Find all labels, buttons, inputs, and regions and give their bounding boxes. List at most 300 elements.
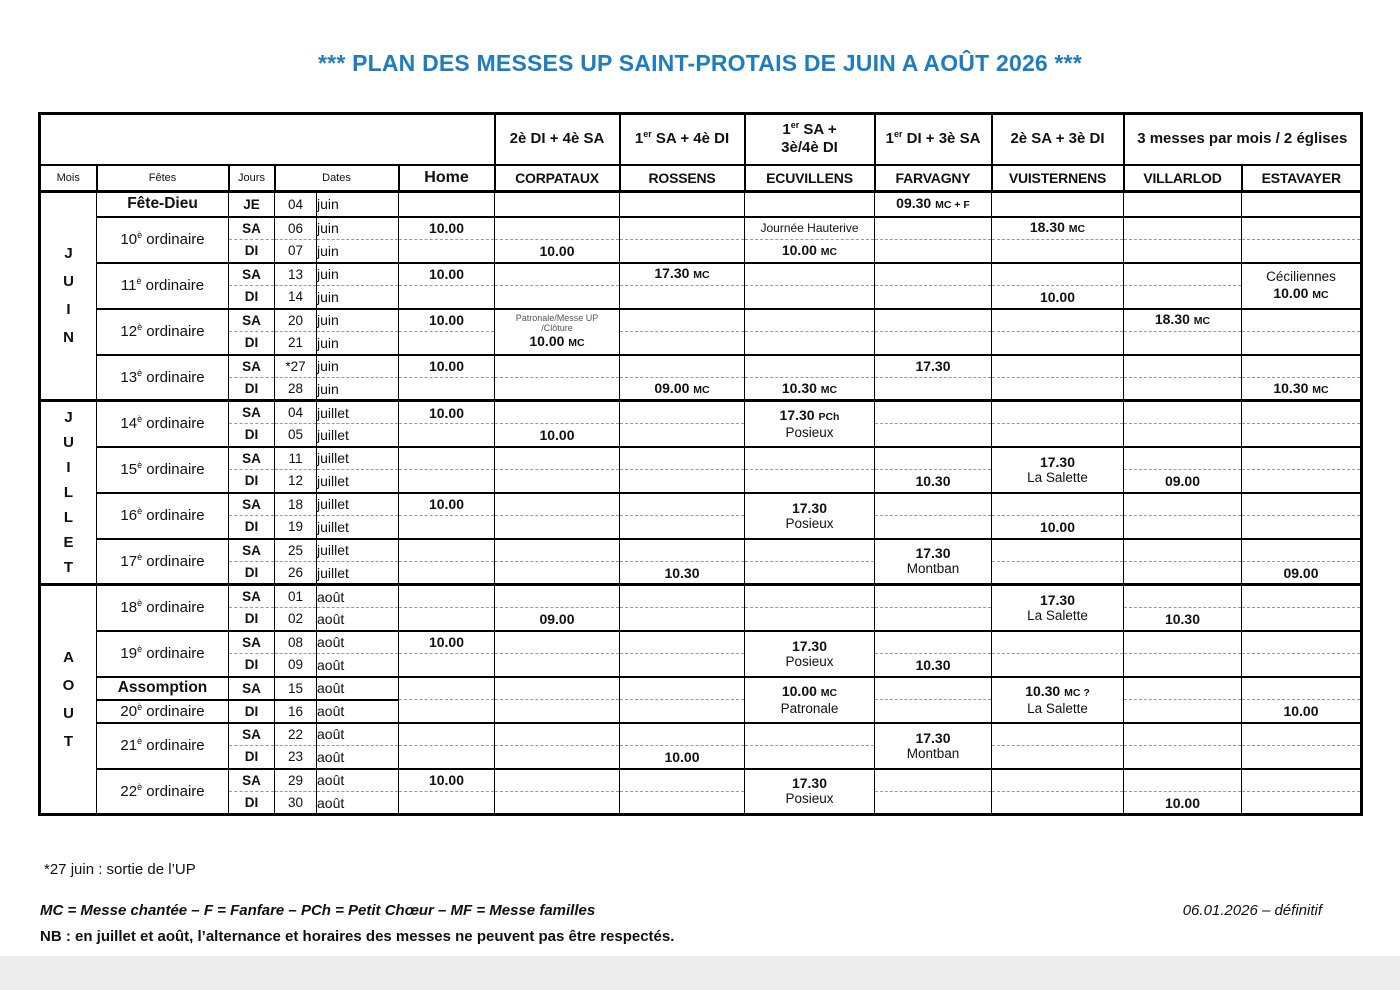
- schedule-cell: [399, 654, 495, 677]
- day-cell: DI: [229, 608, 275, 631]
- date-month-cell: août: [317, 700, 399, 723]
- schedule-cell: 17.30: [875, 355, 992, 378]
- page-title: *** PLAN DES MESSES UP SAINT-PROTAIS DE JUIN A AOÛT 2026 ***: [318, 50, 1082, 76]
- schedule-cell: 10.30: [875, 470, 992, 493]
- schedule-cell: [495, 378, 620, 401]
- schedule-cell: [1242, 769, 1362, 792]
- schedule-cell: [399, 677, 495, 700]
- schedule-cell: [399, 332, 495, 355]
- date-num-cell: 01: [275, 585, 317, 608]
- schedule-cell: [875, 401, 992, 424]
- date-month-cell: août: [317, 585, 399, 608]
- schedule-cell: [992, 493, 1124, 516]
- day-cell: DI: [229, 332, 275, 355]
- day-cell: SA: [229, 355, 275, 378]
- date-num-cell: 11: [275, 447, 317, 470]
- schedule-cell: [620, 608, 745, 631]
- schedule-cell: [495, 746, 620, 769]
- schedule-cell: [992, 562, 1124, 585]
- schedule-cell: [1124, 516, 1242, 539]
- month-label: J U I N: [40, 192, 97, 401]
- day-cell: DI: [229, 378, 275, 401]
- day-cell: DI: [229, 792, 275, 815]
- day-cell: DI: [229, 654, 275, 677]
- schedule-cell: 17.30 Posieux: [745, 769, 875, 815]
- date-month-cell: juin: [317, 309, 399, 332]
- date-num-cell: 15: [275, 677, 317, 700]
- schedule-cell: 10.00: [399, 493, 495, 516]
- date-month-cell: août: [317, 723, 399, 746]
- schedule-cell: [1124, 562, 1242, 585]
- fete-cell: $12^è$ ordinaire: [97, 309, 229, 355]
- schedule-cell: [992, 723, 1124, 746]
- date-num-cell: 05: [275, 424, 317, 447]
- day-cell: DI: [229, 562, 275, 585]
- date-num-cell: 12: [275, 470, 317, 493]
- schedule-cell: [1242, 424, 1362, 447]
- schedule-cell: 10.30: [1124, 608, 1242, 631]
- schedule-cell: 10.00: [620, 746, 745, 769]
- schedule-cell: [495, 700, 620, 723]
- schedule-cell: [620, 516, 745, 539]
- schedule-cell: [875, 263, 992, 286]
- schedule-cell: [495, 401, 620, 424]
- mass-schedule-table: [38, 112, 1363, 816]
- schedule-cell: [992, 746, 1124, 769]
- schedule-cell: 10.00: [992, 286, 1124, 309]
- day-cell: DI: [229, 424, 275, 447]
- date-num-cell: 21: [275, 332, 317, 355]
- schedule-cell: [399, 424, 495, 447]
- schedule-cell: 10.00 MC: [745, 240, 875, 263]
- schedule-cell: [495, 654, 620, 677]
- schedule-cell: [745, 332, 875, 355]
- schedule-cell: [1242, 677, 1362, 700]
- schedule-cell: [620, 792, 745, 815]
- fete-cell: $18^è$ ordinaire: [97, 585, 229, 631]
- schedule-cell: [1124, 378, 1242, 401]
- day-cell: SA: [229, 401, 275, 424]
- schedule-cell: Patronale/Messe UP /Clôture 10.00 MC: [495, 309, 620, 355]
- schedule-cell: [495, 585, 620, 608]
- schedule-cell: [1242, 447, 1362, 470]
- schedule-cell: 18.30 MC: [992, 217, 1124, 240]
- schedule-cell: [620, 286, 745, 309]
- date-num-cell: 18: [275, 493, 317, 516]
- schedule-cell: 17.30 Posieux: [745, 493, 875, 539]
- column-header-cell: Jours: [229, 165, 275, 192]
- schedule-cell: [992, 240, 1124, 263]
- column-header-church: FARVAGNY: [875, 165, 992, 192]
- schedule-cell: [1242, 585, 1362, 608]
- date-num-cell: 13: [275, 263, 317, 286]
- schedule-cell: [745, 355, 875, 378]
- date-num-cell: 25: [275, 539, 317, 562]
- schedule-cell: [1124, 723, 1242, 746]
- schedule-cell: [620, 424, 745, 447]
- schedule-cell: [620, 769, 745, 792]
- day-cell: DI: [229, 746, 275, 769]
- schedule-cell: [875, 309, 992, 332]
- schedule-cell: [399, 447, 495, 470]
- schedule-cell: [399, 723, 495, 746]
- day-cell: SA: [229, 217, 275, 240]
- schedule-cell: [1242, 217, 1362, 240]
- schedule-cell: [1242, 309, 1362, 332]
- fete-cell: $10^è$ ordinaire: [97, 217, 229, 263]
- date-month-cell: août: [317, 746, 399, 769]
- schedule-cell: [399, 562, 495, 585]
- schedule-cell: 09.30 MC + F: [875, 192, 992, 217]
- schedule-cell: [745, 608, 875, 631]
- nb-note: NB : en juillet et août, l’alternance et horaires des messes ne peuvent pas être respectés.: [40, 928, 675, 945]
- schedule-cell: 09.00: [1124, 470, 1242, 493]
- schedule-cell: 10.00: [399, 401, 495, 424]
- column-header-church: VILLARLOD: [1124, 165, 1242, 192]
- date-month-cell: juillet: [317, 447, 399, 470]
- date-month-cell: juin: [317, 332, 399, 355]
- schedule-cell: [620, 585, 745, 608]
- date-num-cell: 22: [275, 723, 317, 746]
- schedule-cell: 10.30: [875, 654, 992, 677]
- date-month-cell: juin: [317, 240, 399, 263]
- schedule-cell: 10.00: [495, 424, 620, 447]
- fete-cell: $19^è$ ordinaire: [97, 631, 229, 677]
- schedule-cell: [1124, 217, 1242, 240]
- schedule-cell: 10.00: [992, 516, 1124, 539]
- schedule-cell: [620, 447, 745, 470]
- schedule-cell: [495, 286, 620, 309]
- day-cell: SA: [229, 493, 275, 516]
- schedule-cell: [1242, 493, 1362, 516]
- date-month-cell: juin: [317, 263, 399, 286]
- schedule-cell: Journée Hauterive: [745, 217, 875, 240]
- schedule-cell: [875, 631, 992, 654]
- schedule-cell: 10.30: [620, 562, 745, 585]
- day-cell: SA: [229, 585, 275, 608]
- schedule-cell: [1242, 470, 1362, 493]
- schedule-cell: [399, 378, 495, 401]
- schedule-cell: [399, 516, 495, 539]
- date-month-cell: juillet: [317, 401, 399, 424]
- schedule-cell: 10.30 MC: [1242, 378, 1362, 401]
- day-cell: JE: [229, 192, 275, 217]
- date-month-cell: juillet: [317, 562, 399, 585]
- schedule-cell: [1242, 654, 1362, 677]
- schedule-cell: [399, 608, 495, 631]
- month-label: A O U T: [40, 585, 97, 815]
- schedule-cell: [620, 309, 745, 332]
- day-cell: SA: [229, 723, 275, 746]
- schedule-cell: [875, 493, 992, 516]
- schedule-cell: [495, 192, 620, 217]
- version-date: 06.01.2026 – définitif: [1182, 902, 1322, 919]
- schedule-cell: 10.30 MC ? La Salette: [992, 677, 1124, 723]
- schedule-cell: [1242, 355, 1362, 378]
- day-cell: SA: [229, 769, 275, 792]
- column-header-church: CORPATAUX: [495, 165, 620, 192]
- fete-cell: Fête-Dieu: [97, 192, 229, 217]
- schedule-cell: [1242, 631, 1362, 654]
- schedule-cell: [1242, 192, 1362, 217]
- schedule-cell: [1124, 424, 1242, 447]
- schedule-cell: [992, 401, 1124, 424]
- schedule-cell: [495, 792, 620, 815]
- schedule-cell: [495, 217, 620, 240]
- date-num-cell: *27: [275, 355, 317, 378]
- schedule-cell: 10.00 MC Patronale: [745, 677, 875, 723]
- schedule-cell: [1124, 539, 1242, 562]
- column-header-church: VUISTERNENS: [992, 165, 1124, 192]
- schedule-cell: 17.30 MC: [620, 263, 745, 286]
- schedule-cell: [1124, 585, 1242, 608]
- date-num-cell: 14: [275, 286, 317, 309]
- schedule-cell: 10.00: [399, 631, 495, 654]
- column-header-cell: Dates: [275, 165, 399, 192]
- schedule-cell: 10.00: [495, 240, 620, 263]
- schedule-cell: [1242, 539, 1362, 562]
- schedule-cell: [992, 309, 1124, 332]
- schedule-cell: [875, 769, 992, 792]
- date-num-cell: 26: [275, 562, 317, 585]
- date-num-cell: 06: [275, 217, 317, 240]
- schedule-cell: 10.00: [399, 355, 495, 378]
- schedule-cell: 10.00: [399, 217, 495, 240]
- schedule-cell: [875, 700, 992, 723]
- day-cell: DI: [229, 240, 275, 263]
- schedule-cell: [875, 447, 992, 470]
- schedule-cell: [1242, 746, 1362, 769]
- schedule-cell: [992, 192, 1124, 217]
- date-month-cell: août: [317, 654, 399, 677]
- schedule-cell: [399, 792, 495, 815]
- date-month-cell: août: [317, 769, 399, 792]
- date-month-cell: août: [317, 608, 399, 631]
- schedule-cell: 17.30 La Salette: [992, 585, 1124, 631]
- column-header-church: ROSSENS: [620, 165, 745, 192]
- schedule-cell: [1242, 723, 1362, 746]
- day-cell: DI: [229, 470, 275, 493]
- schedule-cell: [992, 378, 1124, 401]
- date-num-cell: 29: [275, 769, 317, 792]
- schedule-cell: [1124, 654, 1242, 677]
- schedule-cell: 09.00 MC: [620, 378, 745, 401]
- date-num-cell: 28: [275, 378, 317, 401]
- schedule-cell: [875, 378, 992, 401]
- schedule-cell: [495, 769, 620, 792]
- fete-cell: $15^è$ ordinaire: [97, 447, 229, 493]
- schedule-cell: [992, 631, 1124, 654]
- fete-cell: $21^è$ ordinaire: [97, 723, 229, 769]
- schedule-cell: [399, 192, 495, 217]
- schedule-cell: [992, 792, 1124, 815]
- fete-cell: $13^è$ ordinaire: [97, 355, 229, 401]
- day-cell: SA: [229, 309, 275, 332]
- column-header-church: ESTAVAYER: [1242, 165, 1362, 192]
- schedule-cell: [399, 746, 495, 769]
- group-header-cell: 2è DI + 4è SA: [495, 114, 620, 165]
- schedule-cell: [875, 792, 992, 815]
- schedule-cell: [1124, 240, 1242, 263]
- day-cell: DI: [229, 516, 275, 539]
- group-header-cell: 1er SA + 3è/4è DI: [745, 114, 875, 165]
- schedule-cell: 18.30 MC: [1124, 309, 1242, 332]
- schedule-cell: [745, 309, 875, 332]
- schedule-cell: [620, 631, 745, 654]
- schedule-cell: [745, 470, 875, 493]
- day-cell: DI: [229, 700, 275, 723]
- date-month-cell: juillet: [317, 493, 399, 516]
- schedule-cell: [495, 470, 620, 493]
- schedule-cell: 10.00: [399, 769, 495, 792]
- schedule-cell: [620, 217, 745, 240]
- group-header-cell: 1er SA + 4è DI: [620, 114, 745, 165]
- schedule-cell: [620, 677, 745, 700]
- schedule-cell: 09.00: [1242, 562, 1362, 585]
- fete-cell: $20^è$ ordinaire: [97, 700, 229, 723]
- schedule-cell: [745, 723, 875, 746]
- schedule-cell: [495, 493, 620, 516]
- schedule-cell: 17.30 La Salette: [992, 447, 1124, 493]
- month-label: J U I L L E T: [40, 401, 97, 585]
- schedule-cell: [620, 654, 745, 677]
- schedule-cell: [875, 332, 992, 355]
- date-month-cell: juillet: [317, 470, 399, 493]
- schedule-cell: [1124, 286, 1242, 309]
- date-num-cell: 04: [275, 401, 317, 424]
- schedule-cell: [1124, 332, 1242, 355]
- schedule-cell: [495, 539, 620, 562]
- schedule-cell: Céciliennes 10.00 MC: [1242, 263, 1362, 309]
- schedule-cell: [399, 700, 495, 723]
- schedule-cell: 09.00: [495, 608, 620, 631]
- schedule-cell: 17.30 Montban: [875, 723, 992, 769]
- day-cell: SA: [229, 539, 275, 562]
- schedule-cell: [1124, 192, 1242, 217]
- date-num-cell: 16: [275, 700, 317, 723]
- date-month-cell: août: [317, 677, 399, 700]
- day-cell: SA: [229, 677, 275, 700]
- schedule-cell: [399, 470, 495, 493]
- schedule-cell: [1124, 401, 1242, 424]
- schedule-cell: [399, 539, 495, 562]
- date-num-cell: 30: [275, 792, 317, 815]
- schedule-cell: 17.30 Montban: [875, 539, 992, 585]
- schedule-cell: [620, 332, 745, 355]
- schedule-cell: [1124, 769, 1242, 792]
- schedule-cell: [1124, 447, 1242, 470]
- schedule-cell: [875, 286, 992, 309]
- schedule-cell: [992, 355, 1124, 378]
- schedule-cell: [495, 677, 620, 700]
- schedule-cell: [620, 401, 745, 424]
- schedule-cell: [875, 424, 992, 447]
- fete-cell: $22^è$ ordinaire: [97, 769, 229, 815]
- column-header-cell: Fêtes: [97, 165, 229, 192]
- schedule-cell: [1124, 263, 1242, 286]
- column-header-cell: Mois: [40, 165, 97, 192]
- fete-cell: $11^è$ ordinaire: [97, 263, 229, 309]
- schedule-cell: [745, 746, 875, 769]
- schedule-cell: [992, 539, 1124, 562]
- date-num-cell: 23: [275, 746, 317, 769]
- schedule-cell: [875, 677, 992, 700]
- day-cell: DI: [229, 286, 275, 309]
- schedule-cell: [495, 516, 620, 539]
- date-num-cell: 20: [275, 309, 317, 332]
- date-num-cell: 08: [275, 631, 317, 654]
- schedule-cell: [1242, 332, 1362, 355]
- schedule-cell: [745, 263, 875, 286]
- schedule-cell: 10.00: [1242, 700, 1362, 723]
- schedule-cell: [1242, 608, 1362, 631]
- date-month-cell: août: [317, 792, 399, 815]
- legend-abbreviations: MC = Messe chantée – F = Fanfare – PCh = Petit Chœur – MF = Messe familles: [40, 902, 596, 919]
- date-month-cell: juillet: [317, 516, 399, 539]
- schedule-cell: [1124, 700, 1242, 723]
- schedule-cell: [495, 447, 620, 470]
- schedule-cell: [875, 516, 992, 539]
- schedule-cell: [495, 723, 620, 746]
- schedule-cell: [992, 769, 1124, 792]
- date-month-cell: juin: [317, 286, 399, 309]
- schedule-cell: [1124, 493, 1242, 516]
- date-num-cell: 04: [275, 192, 317, 217]
- day-cell: SA: [229, 263, 275, 286]
- schedule-cell: 10.00: [399, 309, 495, 332]
- schedule-cell: [620, 700, 745, 723]
- schedule-cell: 10.30 MC: [745, 378, 875, 401]
- schedule-cell: [620, 723, 745, 746]
- schedule-cell: [992, 654, 1124, 677]
- schedule-cell: [745, 192, 875, 217]
- scan-shadow-band: [0, 956, 1400, 990]
- schedule-cell: [992, 424, 1124, 447]
- schedule-cell: [745, 539, 875, 562]
- fete-cell: $17^è$ ordinaire: [97, 539, 229, 585]
- column-header-home: Home: [399, 165, 495, 192]
- fete-cell: $16^è$ ordinaire: [97, 493, 229, 539]
- date-month-cell: juin: [317, 192, 399, 217]
- date-month-cell: juin: [317, 378, 399, 401]
- schedule-cell: [399, 240, 495, 263]
- header-empty-cell: [40, 114, 495, 165]
- schedule-cell: [875, 585, 992, 608]
- schedule-cell: 10.00: [1124, 792, 1242, 815]
- schedule-cell: [495, 631, 620, 654]
- schedule-cell: [1124, 677, 1242, 700]
- schedule-cell: [875, 240, 992, 263]
- date-num-cell: 09: [275, 654, 317, 677]
- schedule-cell: 10.00: [399, 263, 495, 286]
- date-month-cell: août: [317, 631, 399, 654]
- schedule-cell: 17.30 PCh Posieux: [745, 401, 875, 447]
- date-num-cell: 19: [275, 516, 317, 539]
- schedule-cell: [399, 585, 495, 608]
- day-cell: SA: [229, 631, 275, 654]
- schedule-cell: [495, 263, 620, 286]
- schedule-cell: [620, 470, 745, 493]
- column-header-church: ECUVILLENS: [745, 165, 875, 192]
- schedule-cell: [495, 562, 620, 585]
- schedule-cell: [1124, 355, 1242, 378]
- schedule-cell: [1124, 631, 1242, 654]
- date-month-cell: juillet: [317, 424, 399, 447]
- date-month-cell: juillet: [317, 539, 399, 562]
- fete-cell: Assomption: [97, 677, 229, 700]
- day-cell: SA: [229, 447, 275, 470]
- schedule-cell: [992, 332, 1124, 355]
